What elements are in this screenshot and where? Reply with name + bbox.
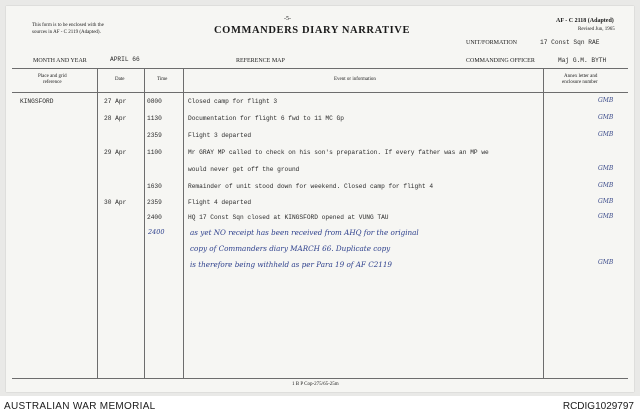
table-top-rule <box>12 68 628 69</box>
table-header-rule <box>12 92 628 93</box>
month-label: MONTH AND YEAR <box>33 58 87 64</box>
row-3-initial: GMB <box>598 131 614 138</box>
form-revised: Revised Jun, 1965 <box>578 27 615 32</box>
form-code: AF - C 2118 (Adapted) <box>556 18 614 24</box>
row-2-date: 28 Apr <box>104 115 127 122</box>
table-bottom-rule <box>12 378 628 379</box>
row-8-initial: GMB <box>598 213 614 220</box>
col-event: Event or information <box>334 77 376 82</box>
row-1-date: 27 Apr <box>104 98 127 105</box>
page-number: -5- <box>284 16 291 22</box>
officer-value: Maj G.M. BYTH <box>558 57 607 64</box>
row-7-event: Flight 4 departed <box>188 199 252 206</box>
col-divider-place <box>97 68 98 378</box>
handwritten-initial: GMB <box>598 259 614 266</box>
handwritten-line2: copy of Commanders diary MARCH 66. Duplicate copy <box>190 244 391 253</box>
row-3-event: Flight 3 departed <box>188 132 252 139</box>
col-divider-time <box>183 68 184 378</box>
handwritten-line1: as yet NO receipt has been received from AHQ for the original <box>190 228 419 237</box>
month-value: APRIL 66 <box>110 56 140 63</box>
row-4-date: 29 Apr <box>104 149 127 156</box>
form-note-line2: sources in AF - C 2119 (Adapted). <box>32 30 101 35</box>
col-annex-line1: Annex letter and <box>564 74 598 79</box>
archive-footer <box>0 396 640 415</box>
unit-label: UNIT/FORMATION <box>466 40 517 46</box>
row-8-time: 2400 <box>147 214 162 221</box>
row-1-place: KINGSFORD <box>20 98 54 105</box>
col-divider-date <box>144 68 145 378</box>
row-1-time: 0800 <box>147 98 162 105</box>
col-time: Time <box>157 77 168 82</box>
form-note-line1: This form is to be enclosed with the <box>32 23 104 28</box>
row-2-event: Documentation for flight 6 fwd to 11 MC Gp <box>188 115 344 122</box>
row-6-time: 1630 <box>147 183 162 190</box>
col-place-line2: reference <box>43 80 62 85</box>
row-5-initial: GMB <box>598 165 614 172</box>
row-6-event: Remainder of unit stood down for weekend. Closed camp for flight 4 <box>188 183 434 190</box>
col-divider-event <box>543 68 544 378</box>
row-3-time: 2359 <box>147 132 162 139</box>
footer-institution: AUSTRALIAN WAR MEMORIAL <box>4 401 156 412</box>
row-7-time: 2359 <box>147 199 162 206</box>
handwritten-line3: is therefore being withheld as per Para 19 of AF C2119 <box>190 260 392 269</box>
col-date: Date <box>115 77 125 82</box>
row-2-initial: GMB <box>598 114 614 121</box>
row-6-initial: GMB <box>598 182 614 189</box>
row-4-event: Mr GRAY MP called to check on his son's preparation. If every father was an MP we <box>188 149 489 156</box>
page-title: COMMANDERS DIARY NARRATIVE <box>214 25 411 36</box>
row-7-initial: GMB <box>598 198 614 205</box>
footer-record-id: RCDIG1029797 <box>562 401 634 412</box>
reference-map-label: REFERENCE MAP <box>236 58 285 64</box>
officer-label: COMMANDING OFFICER <box>466 58 535 64</box>
row-1-event: Closed camp for flight 3 <box>188 98 278 105</box>
col-place-line1: Place and grid <box>38 74 67 79</box>
unit-value: 17 Const Sqn RAE <box>540 39 600 46</box>
col-annex-line2: enclosure number <box>562 80 598 85</box>
row-1-initial: GMB <box>598 97 614 104</box>
row-8-event: HQ 17 Const Sqn closed at KINGSFORD opened at VUNG TAU <box>188 214 389 221</box>
handwritten-time: 2400 <box>148 228 165 236</box>
row-2-time: 1130 <box>147 115 162 122</box>
row-7-date: 30 Apr <box>104 199 127 206</box>
row-5-event: would never get off the ground <box>188 166 300 173</box>
row-4-time: 1100 <box>147 149 162 156</box>
print-note: 1 B P Cop-275/65-25m <box>292 382 339 387</box>
diary-sheet <box>6 6 634 392</box>
